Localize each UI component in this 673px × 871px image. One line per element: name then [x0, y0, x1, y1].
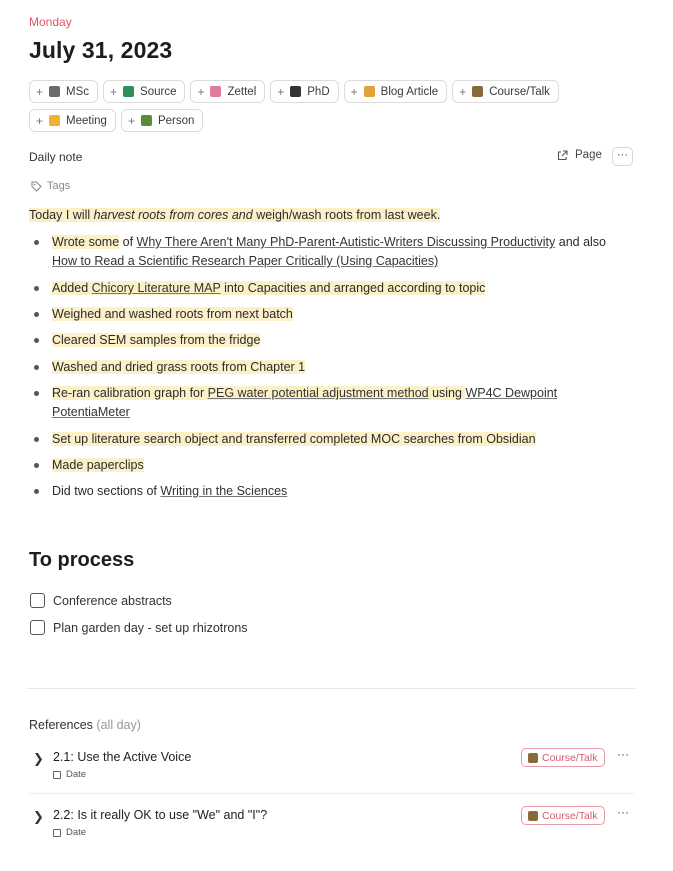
bullet-text: Re-ran calibration graph for	[52, 386, 208, 400]
bullet-text: using	[428, 386, 466, 400]
plus-icon: +	[127, 113, 135, 128]
handshake-icon	[49, 115, 60, 126]
date-label: Date	[66, 769, 87, 780]
object-type-label[interactable]: Daily note	[29, 150, 83, 164]
people-icon	[141, 115, 152, 126]
reference-title[interactable]: 2.2: Is it really OK to use "We" and "I"?	[53, 808, 268, 822]
chip-label: Person	[157, 114, 195, 127]
chip-label: Blog Article	[380, 85, 439, 98]
bullet-item[interactable]	[33, 456, 623, 475]
chalkboard-icon	[472, 86, 483, 97]
object-link[interactable]: Why There Aren't Many PhD-Parent-Autistic-Writers Discussing Productivity	[136, 235, 556, 249]
type-badge[interactable]	[521, 748, 605, 767]
bullet-text: Cleared SEM samples from the fridge	[52, 333, 261, 347]
bullet-text: Did two sections of	[52, 484, 161, 498]
plus-icon: +	[459, 84, 467, 99]
bullet-text: Made paperclips	[52, 458, 144, 472]
bullet-text: Washed and dried grass roots from Chapter 1	[52, 360, 306, 374]
references-header	[29, 718, 141, 732]
add-person-button[interactable]	[121, 109, 203, 132]
chip-label: Zettel	[227, 85, 257, 98]
type-badge[interactable]	[521, 806, 605, 825]
bullet-item[interactable]	[33, 358, 623, 377]
plus-icon: +	[197, 84, 205, 99]
cube-icon	[49, 86, 60, 97]
reference-item[interactable]	[29, 807, 634, 861]
page-button[interactable]	[557, 149, 602, 161]
reference-divider	[29, 793, 634, 794]
todo-label: Plan garden day - set up rhizotrons	[53, 620, 248, 635]
references-sub: (all day)	[96, 718, 141, 732]
checkbox[interactable]	[30, 620, 45, 635]
bullet-item[interactable]	[33, 331, 623, 350]
add-course-talk-button[interactable]	[452, 80, 559, 103]
bullet-text: Weighed and washed roots from next batch	[52, 307, 293, 321]
object-link[interactable]: Chicory Literature MAP	[91, 281, 221, 295]
bullet-item[interactable]	[33, 279, 623, 298]
reference-date	[53, 769, 86, 780]
todo-item[interactable]	[30, 620, 248, 635]
calendar-icon	[53, 771, 61, 779]
tag-icon	[31, 181, 42, 192]
graduation-cap-icon	[290, 86, 301, 97]
add-blog-article-button[interactable]	[344, 80, 448, 103]
page-button-label: Page	[575, 149, 602, 161]
bullet-item[interactable]	[33, 305, 623, 324]
reference-more-button[interactable]: ···	[617, 805, 629, 819]
bullet-text: of	[119, 235, 137, 249]
add-phd-button[interactable]	[270, 80, 338, 103]
bullet-text: Added	[52, 281, 92, 295]
references-label: References	[29, 718, 93, 732]
add-zettel-button[interactable]	[190, 80, 265, 103]
chip-label: Course/Talk	[489, 85, 550, 98]
object-link[interactable]: PEG water potential adjustment method	[207, 386, 429, 400]
chevron-right-icon[interactable]: ❯	[33, 751, 44, 766]
reference-date	[53, 827, 86, 838]
plus-icon: +	[36, 84, 44, 99]
intro-paragraph[interactable]	[29, 208, 440, 222]
intro-text-2: weigh/wash roots from last week.	[252, 208, 441, 222]
external-link-icon	[557, 150, 568, 161]
chip-label: Source	[140, 85, 177, 98]
add-meeting-button[interactable]	[29, 109, 116, 132]
todo-item[interactable]	[30, 593, 172, 608]
todo-label: Conference abstracts	[53, 593, 172, 608]
chevron-right-icon[interactable]: ❯	[33, 809, 44, 824]
reference-item[interactable]	[29, 749, 634, 803]
reference-title[interactable]: 2.1: Use the Active Voice	[53, 750, 192, 764]
chip-label: MSc	[66, 85, 90, 98]
reference-more-button[interactable]: ···	[617, 747, 629, 761]
bullet-item[interactable]	[33, 430, 623, 449]
add-msc-button[interactable]	[29, 80, 98, 103]
bullet-item[interactable]	[33, 233, 623, 271]
chip-label: PhD	[307, 85, 330, 98]
object-link[interactable]: Writing in the Sciences	[160, 484, 288, 498]
book-icon	[123, 86, 134, 97]
object-link[interactable]: WP4C Dewpoint PotentiaMeter	[52, 386, 558, 419]
bullet-item[interactable]	[33, 482, 623, 501]
bullet-text: Set up literature search object and transferred completed MOC searches from Obsidian	[52, 432, 536, 446]
add-source-button[interactable]	[103, 80, 185, 103]
plus-icon: +	[110, 84, 118, 99]
plus-icon: +	[350, 84, 358, 99]
page-title[interactable]: July 31, 2023	[29, 37, 173, 63]
plus-icon: +	[36, 113, 44, 128]
bullet-item[interactable]	[33, 384, 623, 422]
object-link[interactable]: How to Read a Scientific Research Paper Critically (Using Capacities)	[52, 254, 439, 268]
more-options-button[interactable]: ···	[612, 147, 633, 166]
quick-add-bar	[29, 80, 629, 138]
section-divider	[27, 688, 635, 689]
bullet-text: and also	[555, 235, 606, 249]
bullet-text: Wrote some	[52, 235, 120, 249]
to-process-heading: To process	[29, 549, 135, 571]
tags-field[interactable]	[31, 180, 70, 192]
tags-label: Tags	[47, 180, 71, 192]
bullet-text: into Capacities and arranged according to topic	[220, 281, 486, 295]
intro-text-1: Today I will	[29, 208, 94, 222]
chalkboard-icon	[528, 811, 538, 821]
badge-label: Course/Talk	[542, 809, 598, 822]
brain-icon	[210, 86, 221, 97]
chalkboard-icon	[528, 753, 538, 763]
intro-text-italic: harvest roots from cores and	[93, 208, 253, 222]
writing-hand-icon	[364, 86, 375, 97]
plus-icon: +	[277, 84, 285, 99]
badge-label: Course/Talk	[542, 751, 598, 764]
page-meta	[29, 150, 633, 168]
calendar-icon	[53, 829, 61, 837]
checkbox[interactable]	[30, 593, 45, 608]
chip-label: Meeting	[66, 114, 107, 127]
weekday-label: Monday	[29, 15, 72, 29]
date-label: Date	[66, 827, 87, 838]
